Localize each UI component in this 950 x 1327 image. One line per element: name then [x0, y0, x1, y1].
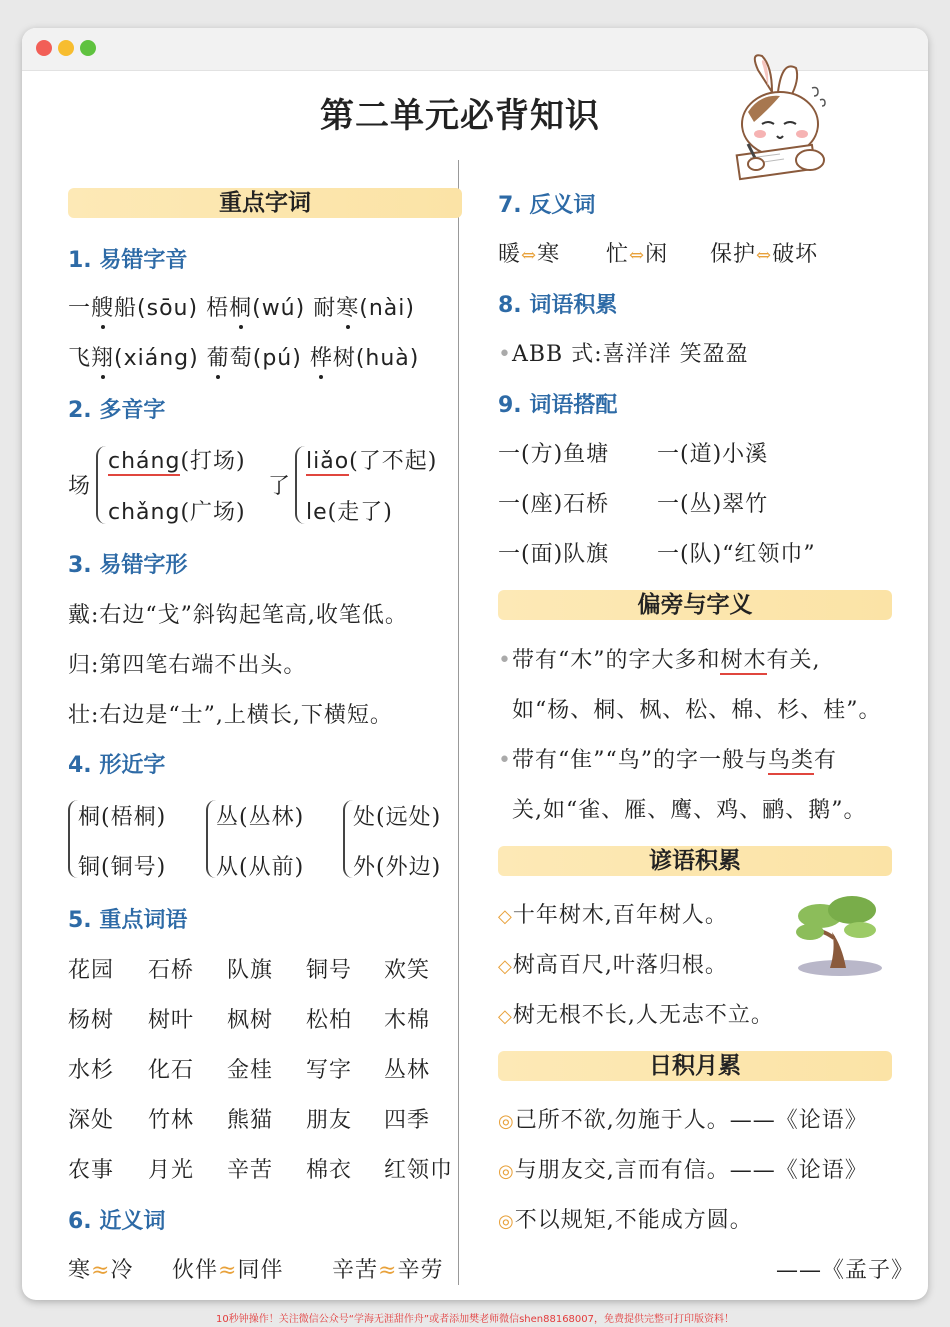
banner-daily-accumulation: 日积月累	[498, 1051, 892, 1081]
similar-char: 丛(丛林)	[216, 805, 305, 830]
vocab-word: 花园	[68, 958, 115, 983]
daily-quote: ◎不以规矩,不能成方圆。	[498, 1208, 753, 1233]
vocab-word: 辛苦	[227, 1158, 274, 1183]
collocation: 一(座)石桥	[498, 492, 610, 517]
similar-char: 从(从前)	[216, 855, 305, 880]
daily-quote: ◎己所不欲,勿施于人。——《论语》	[498, 1108, 868, 1133]
vocab-word: 队旗	[227, 958, 274, 983]
polyphone-le-2: le(走了)	[306, 500, 393, 525]
brace	[295, 446, 305, 524]
synonym-pair: 伙伴≈同伴	[172, 1258, 284, 1283]
vocab-word: 松柏	[306, 1008, 353, 1033]
glyph-note: 戴:右边“戈”斜钩起笔高,收笔低。	[68, 603, 408, 628]
brace	[68, 800, 78, 878]
maximize-window-button[interactable]	[80, 40, 96, 56]
radical-note-bird-examples: 关,如“雀、雁、鹰、鸡、鹂、鹅”。	[512, 798, 867, 823]
collocation: 一(丛)翠竹	[657, 492, 769, 517]
vocab-word: 红领巾	[384, 1158, 454, 1183]
similar-char: 铜(铜号)	[78, 855, 167, 880]
similar-char: 桐(梧桐)	[78, 805, 167, 830]
vocab-word: 朋友	[306, 1108, 353, 1133]
brace	[343, 800, 353, 878]
vocab-word: 写字	[306, 1058, 353, 1083]
polyphone-chang-1: cháng(打场)	[108, 449, 246, 474]
antonym-pair: 保护⇔破坏	[710, 242, 819, 267]
vocab-word: 杨树	[68, 1008, 115, 1033]
vocab-word: 丛林	[384, 1058, 431, 1083]
vocab-word: 枫树	[227, 1008, 274, 1033]
heading-glyph: 3. 易错字形	[68, 553, 188, 578]
page-title: 第二单元必背知识	[320, 96, 600, 136]
polyphone-char-chang: 场	[68, 474, 92, 499]
heading-antonyms: 7. 反义词	[498, 193, 596, 218]
vocab-word: 树叶	[148, 1008, 195, 1033]
pronunciation-row-1: 一艘船(sōu) 梧桐(wú) 耐寒(nài)	[68, 296, 415, 321]
minimize-window-button[interactable]	[58, 40, 74, 56]
vocab-word: 竹林	[148, 1108, 195, 1133]
vocab-word: 月光	[148, 1158, 195, 1183]
banner-proverbs: 谚语积累	[498, 846, 892, 876]
tree-illustration	[790, 888, 885, 978]
polyphone-chang-2: chǎng(广场)	[108, 500, 246, 525]
glyph-note: 壮:右边是“士”,上横长,下横短。	[68, 703, 393, 728]
vocab-word: 熊猫	[227, 1108, 274, 1133]
heading-key-vocab: 5. 重点词语	[68, 908, 188, 933]
vocab-word: 农事	[68, 1158, 115, 1183]
brace	[206, 800, 216, 878]
brace	[96, 446, 106, 524]
vocab-word: 四季	[384, 1108, 431, 1133]
synonym-pair: 寒≈冷	[68, 1258, 134, 1283]
daily-quote: ◎与朋友交,言而有信。——《论语》	[498, 1158, 868, 1183]
abb-words: •ABB 式:喜洋洋 笑盈盈	[498, 342, 749, 367]
daily-quote-source: ——《孟子》	[776, 1258, 915, 1283]
pronunciation-row-2: 飞翔(xiáng) 葡萄(pú) 桦树(huà)	[68, 346, 420, 371]
glyph-note: 归:第四笔右端不出头。	[68, 653, 307, 678]
radical-note-bird: •带有“隹”“鸟”的字一般与鸟类有	[498, 748, 838, 773]
similar-char: 处(远处)	[353, 805, 442, 830]
collocation: 一(方)鱼塘	[498, 442, 610, 467]
close-window-button[interactable]	[36, 40, 52, 56]
banner-key-words: 重点字词	[68, 188, 462, 218]
vocab-word: 深处	[68, 1108, 115, 1133]
vocab-word: 水杉	[68, 1058, 115, 1083]
vocab-word: 欢笑	[384, 958, 431, 983]
synonym-pair: 辛苦≈辛劳	[332, 1258, 444, 1283]
rabbit-writing-illustration	[720, 52, 840, 182]
vocab-word: 石桥	[148, 958, 195, 983]
antonym-pair: 暖⇔寒	[498, 242, 561, 267]
proverb: ◇十年树木,百年树人。	[498, 903, 728, 928]
heading-polyphone: 2. 多音字	[68, 398, 166, 423]
footer-note: 10秒钟操作！关注微信公众号“学海无涯甜作舟”或者添加樊老师微信shen88168007，免费提供完整可打印版资料！	[215, 1314, 735, 1325]
collocation: 一(队)“红领巾”	[657, 542, 816, 567]
antonym-pair: 忙⇔闲	[606, 242, 669, 267]
heading-similar-chars: 4. 形近字	[68, 753, 166, 778]
polyphone-char-le: 了	[268, 474, 292, 499]
vocab-word: 金桂	[227, 1058, 274, 1083]
collocation: 一(道)小溪	[657, 442, 769, 467]
radical-note-wood: •带有“木”的字大多和树木有关,	[498, 648, 821, 673]
vocab-word: 木棉	[384, 1008, 431, 1033]
heading-synonyms: 6. 近义词	[68, 1209, 166, 1234]
vocab-word: 铜号	[306, 958, 353, 983]
similar-char: 外(外边)	[353, 855, 442, 880]
proverb: ◇树高百尺,叶落归根。	[498, 953, 728, 978]
column-divider	[458, 160, 459, 1285]
proverb: ◇树无根不长,人无志不立。	[498, 1003, 774, 1028]
polyphone-le-1: liǎo(了不起)	[306, 449, 438, 474]
vocab-word: 化石	[148, 1058, 195, 1083]
collocation: 一(面)队旗	[498, 542, 610, 567]
vocab-word: 棉衣	[306, 1158, 353, 1183]
heading-pronunciation: 1. 易错字音	[68, 248, 188, 273]
heading-word-accumulation: 8. 词语积累	[498, 293, 618, 318]
radical-note-wood-examples: 如“杨、桐、枫、松、棉、杉、桂”。	[512, 698, 882, 723]
banner-radicals: 偏旁与字义	[498, 590, 892, 620]
heading-collocation: 9. 词语搭配	[498, 393, 618, 418]
